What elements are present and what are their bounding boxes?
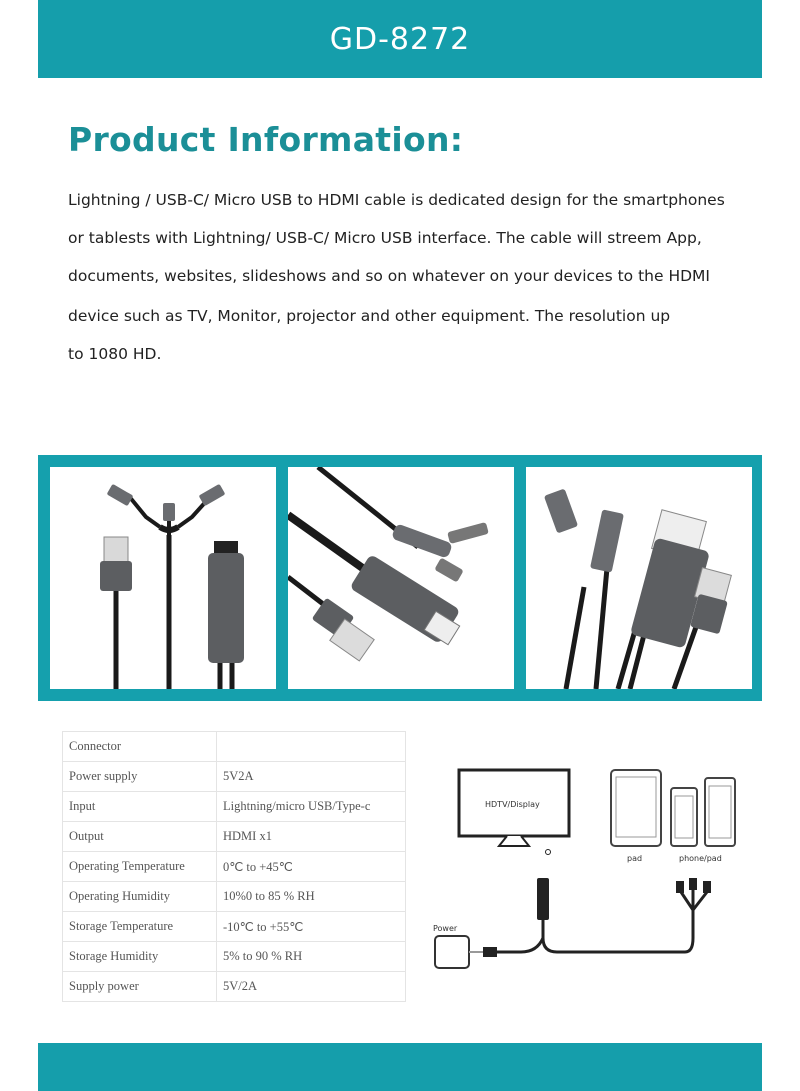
- spec-key: Storage Temperature: [63, 912, 217, 942]
- spec-row: [63, 972, 406, 1002]
- spec-row: [63, 882, 406, 912]
- phone-pad-label: phone/pad: [679, 854, 722, 863]
- monitor-label: HDTV/Display: [485, 800, 540, 809]
- spec-key: Operating Temperature: [63, 852, 217, 882]
- spec-row: [63, 912, 406, 942]
- spec-row: [63, 792, 406, 822]
- spec-row: [63, 762, 406, 792]
- model-title: GD-8272: [329, 22, 471, 57]
- spec-key: Power supply: [63, 762, 217, 792]
- spec-key: Input: [63, 792, 217, 822]
- description-line: Lightning / USB-C/ Micro USB to HDMI cable is dedicated design for the smartphones: [68, 191, 725, 209]
- spec-value: 5V/2A: [217, 972, 406, 1002]
- pad-label: pad: [627, 854, 643, 863]
- description-line: to 1080 HD.: [68, 345, 162, 363]
- spec-key: Operating Humidity: [63, 882, 217, 912]
- product-photo-side: [526, 467, 752, 689]
- description-line: documents, websites, slideshows and so on whatever on your devices to the HDMI: [68, 267, 710, 285]
- hdmi-plug-icon: [537, 878, 549, 920]
- description-line: device such as TV, Monitor, projector and other equipment. The resolution up: [68, 307, 671, 325]
- spec-row: [63, 942, 406, 972]
- spec-key: Storage Humidity: [63, 942, 217, 972]
- spec-value: Lightning/micro USB/Type-c: [217, 792, 406, 822]
- product-photo-strip: [38, 455, 762, 701]
- spec-row: [63, 852, 406, 882]
- spec-value: -10℃ to +55℃: [217, 912, 406, 942]
- product-photo-front: [50, 467, 276, 689]
- connection-diagram: [425, 760, 765, 1010]
- spec-value: 5V2A: [217, 762, 406, 792]
- spec-value: 5% to 90 % RH: [217, 942, 406, 972]
- spec-table: [62, 731, 406, 1002]
- spec-key: Connector: [63, 732, 217, 762]
- spec-row: [63, 732, 406, 762]
- spec-value: [217, 732, 406, 762]
- footer-band: [38, 1043, 762, 1091]
- power-adapter-icon: [435, 936, 469, 968]
- power-label: Power: [433, 924, 458, 933]
- section-title: Product Information:: [68, 120, 464, 159]
- spec-key: Output: [63, 822, 217, 852]
- spec-row: [63, 822, 406, 852]
- spec-value: HDMI x1: [217, 822, 406, 852]
- spec-value: 0℃ to +45℃: [217, 852, 406, 882]
- header-band: [38, 0, 762, 78]
- product-photo-angle: [288, 467, 514, 689]
- spec-key: Supply power: [63, 972, 217, 1002]
- description-line: or tablests with Lightning/ USB-C/ Micro USB interface. The cable will streem App,: [68, 229, 702, 247]
- spec-value: 10%0 to 85 % RH: [217, 882, 406, 912]
